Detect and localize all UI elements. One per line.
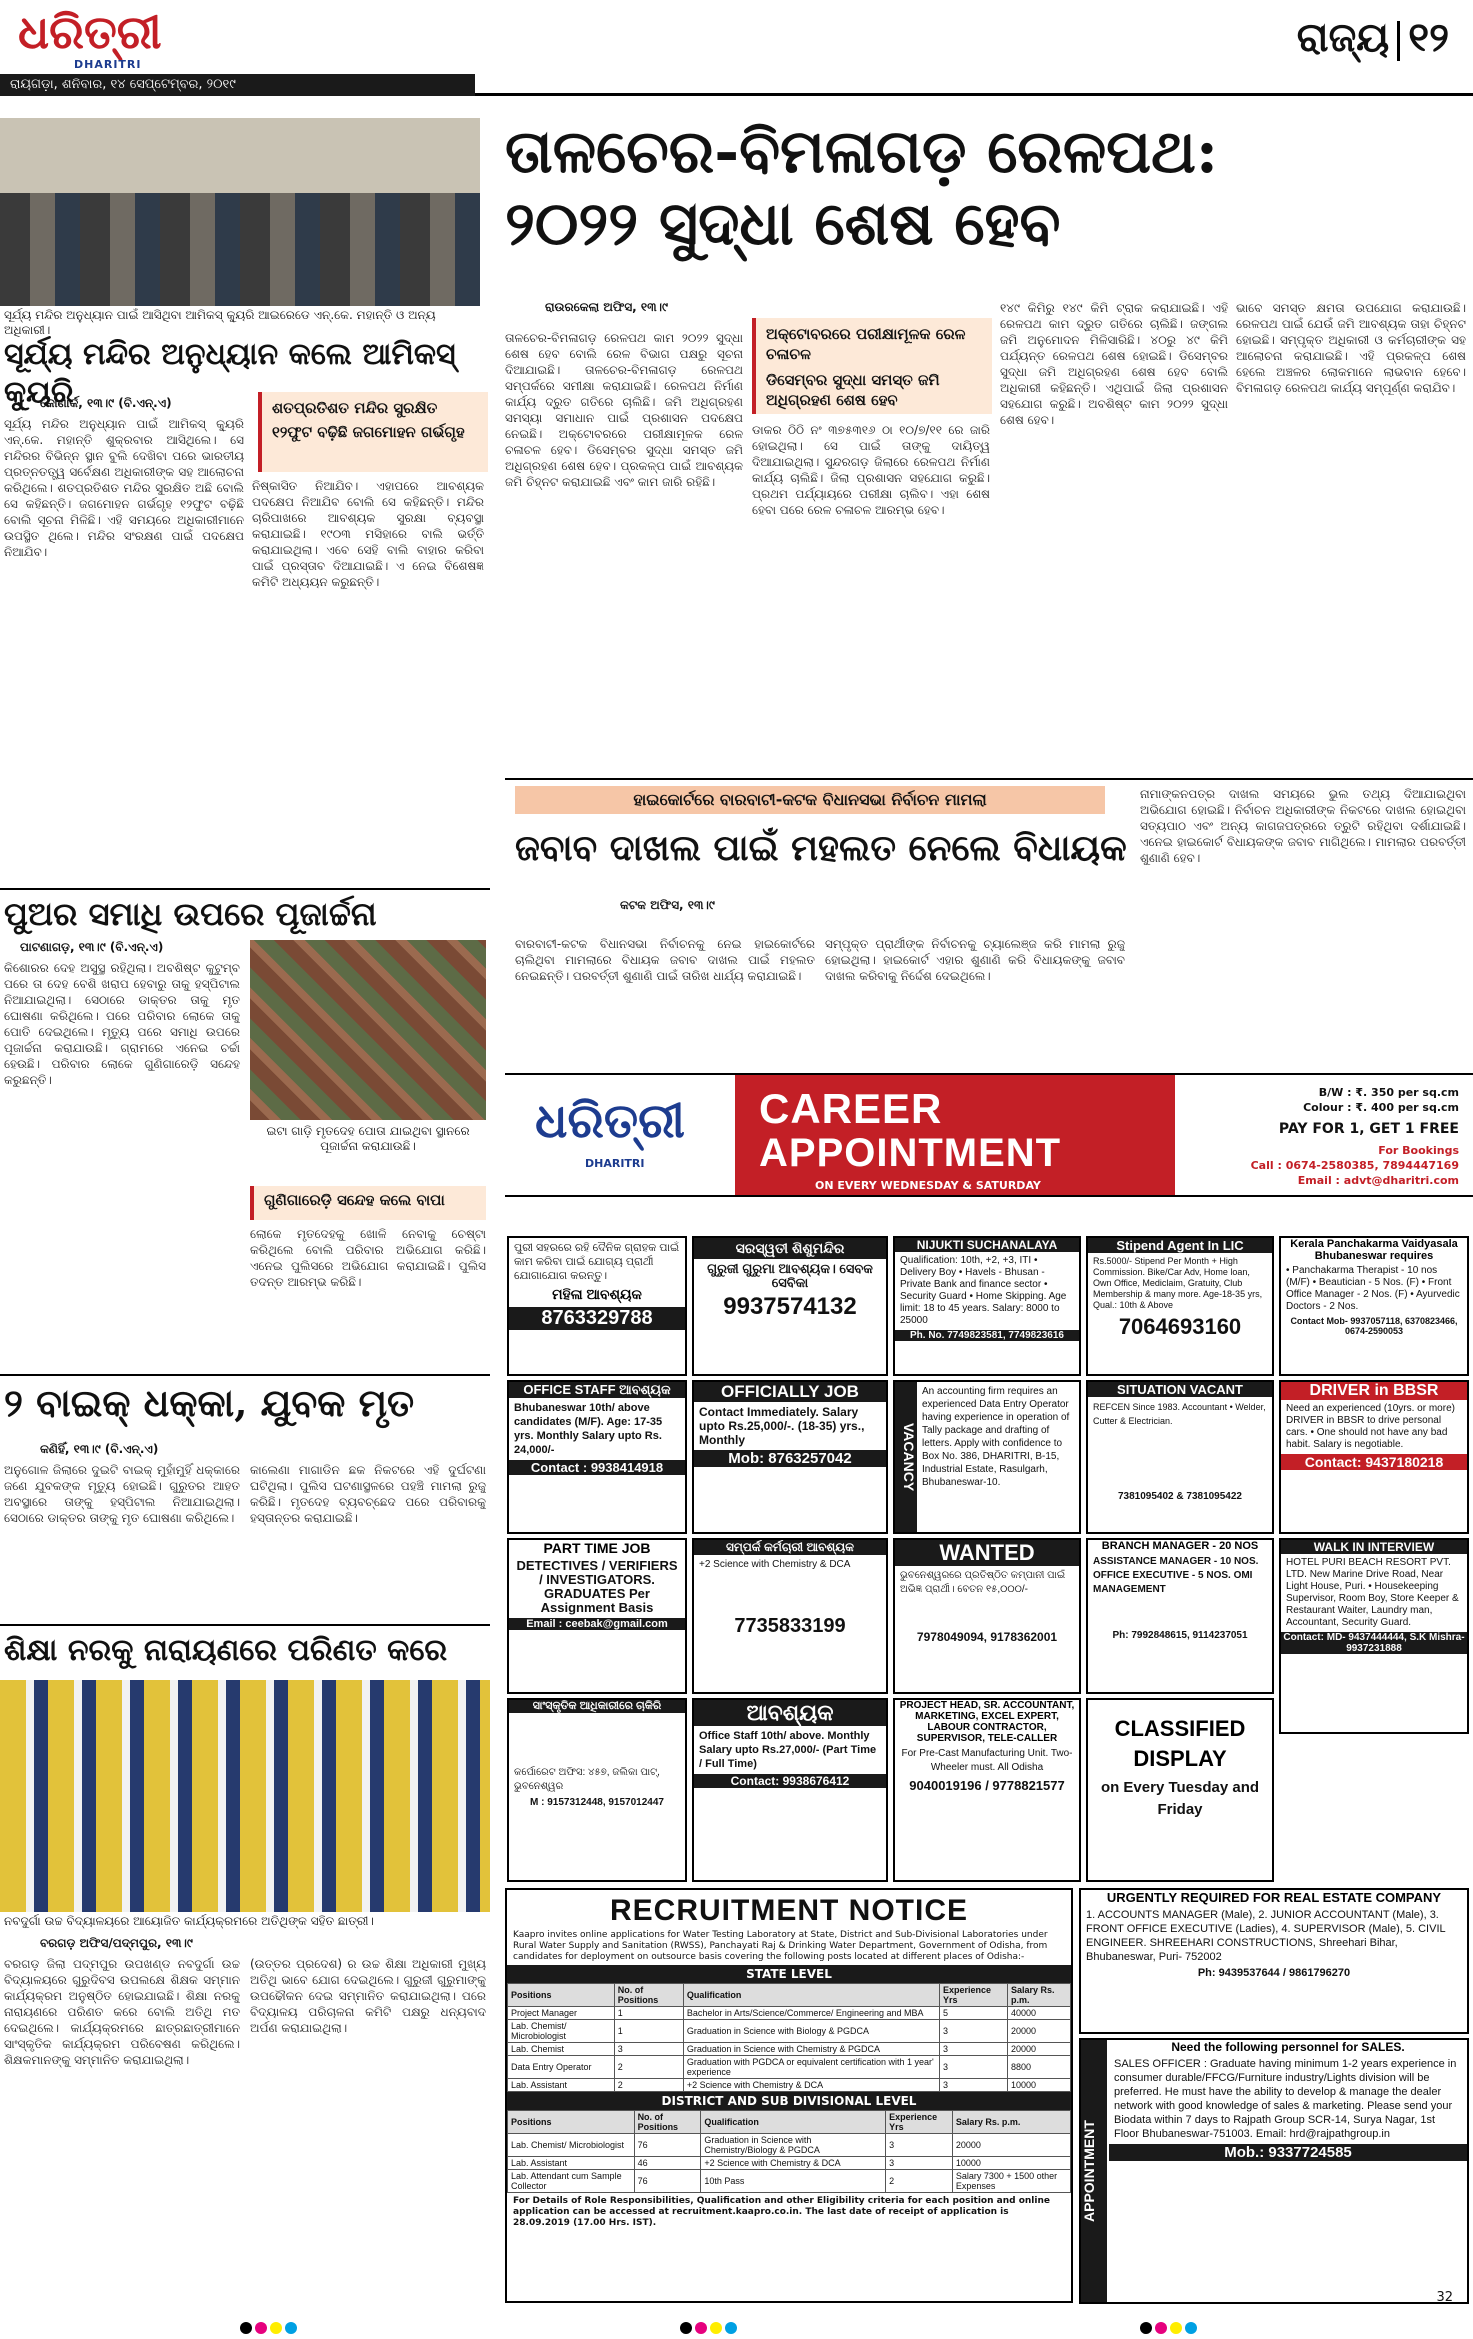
table-cell: Data Entry Operator [508,2056,615,2079]
education-photo-caption: ନବଦୁର୍ଗା ଉଚ୍ଚ ବିଦ୍ୟାଳୟରେ ଆୟୋଜିତ କାର୍ଯ୍ୟକ୍ରମରେ ଅତିଥିଙ୍କ ସହିତ ଛାତ୍ରୀ। [4,1914,374,1928]
ad-body: +2 Science with Chemistry & DCA [699,1559,851,1570]
lead-body-col1: ତାଳଚେର-ବିମଳାଗଡ଼ ରେଳପଥ କାମ ୨୦୨୨ ସୁଦ୍ଧା ଶେଷ ହେବ ବୋଲି ରେଳ ବିଭାଗ ପକ୍ଷରୁ ସୂଚନା ଦିଆଯାଇଛି। ତାଳଚେର-ବିମଳାଗଡ଼ ରେଳପଥ ସମ୍ପର୍କରେ ସମୀକ୍ଷା କରାଯାଇଛି। ରେଳପଥ ନିର୍ମାଣ କାର୍ଯ୍ୟ ଦ୍ରୁତ ଗତିରେ ଚାଲିଛି। ଜମି ଅଧିଗ୍ରହଣ ସମସ୍ୟା ସମାଧାନ ପାଇଁ ପ୍ରଶାସନ ପଦକ୍ଷେପ ନେଇଛି। ଅକ୍ଟୋବରରେ ପରୀକ୍ଷାମୂଳକ ରେଳ ଚଳାଚଳ ହେବ। ଡିସେମ୍ବର ସୁଦ୍ଧା ସମସ୍ତ ଜମି ଅଧିଗ୍ରହଣ ଶେଷ ହେବ। ପ୍ରକଳ୍ପ ପାଇଁ ଆବଶ୍ୟକ ଜମି ଚିହ୍ନଟ କରାଯାଇଛି ଏବଂ କାମ ଜାରି ରହିଛି। [505,331,743,489]
samadhi-dateline: ପାଟଣାଗଡ଼, ୧୩।୯ (ବି.ଏନ୍.ଏ) [20,940,164,954]
ad-body: Qualification: 10th, +2, +3, ITI • Delivery Boy • Havels - Bhusan - Private Bank and finance sector • Security Guard • Home Skipping. Age limit: 18 to 45 years. Salary: 8000 to 25000 [900,1255,1067,1326]
table-header-cell: No. of Positions [614,1984,683,2007]
table-cell: 3 [886,2157,953,2170]
ad-body: REFCEN Since 1983. Accountant • Welder, Cutter & Electrician. [1093,1402,1266,1426]
ad-nijukti [893,1236,1081,1376]
ad-phone: Email : ceebak@gmail.com [509,1618,685,1630]
lead-body-col3: ୧୪୯ କିମିରୁ ୧୪୯ କିମି ଟ୍ରାକ କରାଯାଇଛି। ଏହି ରେଳପଥ କାମ ଦ୍ରୁତ ଗତିରେ ଚାଲିଛି। ଜଙ୍ଗଲ ଜମି ଅନୁମୋଦନ ମିଳିସାରିଛି। ୪୦ରୁ ୪୯ କିମି ପର୍ଯ୍ୟନ୍ତ ରେଳପଥ ଶେଷ ହୋଇଛି। ଡିସେମ୍ବର ସୁଦ୍ଧା ଜମି ଅଧିଗ୍ରହଣ ଶେଷ ହେବ ବୋଲି ଅଧିକାରୀ କହିଛନ୍ତି। ଏଥିପାଇଁ ଜିଲା ପ୍ରଶାସନ ସହଯୋଗ କରୁଛି। ଅବଶିଷ୍ଟ କାମ ୨୦୨୨ ସୁଦ୍ଧା ଶେଷ ହେବ। [1000,301,1228,427]
career-booking-email: Email : advt@dharitri.com [1297,1174,1459,1187]
hc-body-col2: ସମ୍ପୃକ୍ତ ପ୍ରାର୍ଥୀଙ୍କ ନିର୍ବାଚନକୁ ଚ୍ୟାଲେଞ୍ଜ କରି ମାମଲା ରୁଜୁ ହୋଇଥିଲା। ହାଇକୋର୍ଟ ଏହାର ଶୁଣାଣି କରି ବିଧାୟକଙ୍କୁ ଜବାବ ଦାଖଲ କରିବାକୁ ନିର୍ଦ୍ଦେଶ ଦେଇଥିଲେ। [825,937,1125,983]
table-cell: Graduation in Science with Biology & PGDCA [683,2020,939,2043]
table-cell: 1 [614,2007,683,2020]
ad-title: ସାଂସ୍କୃତିକ ଆଧିକାରୀରେ ଚାକିରି [509,1700,685,1713]
table-header-cell: Qualification [701,2111,886,2134]
career-tagline: ON EVERY WEDNESDAY & SATURDAY [815,1179,1041,1192]
table-cell: Project Manager [508,2007,615,2020]
ad-omi [1086,1538,1274,1694]
table-header-cell: Experience Yrs [886,2111,953,2134]
table-cell: Lab. Chemist/ Microbiologist [508,2020,615,2043]
masthead [0,0,1473,96]
district-level-rows [508,2134,1071,2193]
ad-real-estate [1079,1888,1469,2034]
recruitment-intro: Kaapro invites online applications for Water Testing Laboratory at State, District and Sub-Divisional Laboratories under Rural Water Supply and Sanitation (RWSS), Panchayati Raj & Drinking Water Department, Government of Odisha, from candidates for deployment on outsource basis covering the following posts located at different places of Odisha:- [513,1930,1048,1962]
table-cell: +2 Science with Chemistry & DCA [701,2157,886,2170]
career-title-1: CAREER [759,1085,943,1132]
ad-phone: 9040019196 / 9778821577 [909,1778,1065,1793]
ad-sanskrutika [507,1698,687,1882]
samadhi-subhead-box [250,1186,486,1220]
ad-phone: M : 9157312448, 9157012447 [529,1797,664,1808]
state-level-rows [508,2007,1071,2092]
ad-side-label: APPOINTMENT [1081,2040,1107,2302]
sun-temple-highlight-1: ଶତପ୍ରତିଶତ ମନ୍ଦିର ସୁରକ୍ଷିତ [272,399,438,417]
page-number: 32 [1436,2290,1453,2305]
table-cell: 2 [614,2056,683,2079]
lead-headline-line2: ୨୦୨୨ ସୁଦ୍ଧା ଶେଷ ହେବ [505,189,1061,259]
table-cell: Lab. Assistant [508,2157,635,2170]
section-page-number: ୧୨ [1408,14,1449,61]
lead-headline [505,116,1465,260]
education-body-col1: ବରଗଡ଼ ଜିଲା ପଦ୍ମପୁର ଉପଖଣ୍ଡ ନବଦୁର୍ଗା ଉଚ୍ଚ ବିଦ୍ୟାଳୟରେ ଗୁରୁଦିବସ ଉପଲକ୍ଷେ ଶିକ୍ଷକ ସମ୍ମାନ କାର୍ଯ୍ୟକ୍ରମ ଅନୁଷ୍ଠିତ ହୋଇଯାଇଛି। ଶିକ୍ଷା ନରକୁ ନାରାୟଣରେ ପରିଣତ କରେ ବୋଲି ଅତିଥି ମତ ଦେଇଥିଲେ। କାର୍ଯ୍ୟକ୍ରମରେ ଛାତ୍ରଛାତ୍ରୀମାନେ ସାଂସ୍କୃତିକ କାର୍ଯ୍ୟକ୍ରମ ପରିବେଷଣ କରିଥିଲେ। ଶିକ୍ଷକମାନଙ୍କୁ ସମ୍ମାନିତ କରାଯାଇଥିଲା। [4,1957,240,2067]
hc-headline: ଜବାବ ଦାଖଲ ପାଇଁ ମହଲତ ନେଲେ ବିଧାୟକ [515,827,1127,869]
ad-kerala [1279,1236,1469,1376]
table-cell: Lab. Assistant [508,2079,615,2092]
ad-phone: 7381095402 & 7381095422 [1117,1491,1242,1502]
table-cell: 40000 [1008,2007,1071,2020]
table-cell: 3 [886,2134,953,2157]
table-header-cell: Salary Rs. p.m. [952,2111,1070,2134]
table-header-cell: Qualification [683,1984,939,2007]
print-footer [0,2313,1473,2339]
ad-title: ଆବଶ୍ୟକ [694,1700,886,1726]
state-level-table [507,1983,1071,2092]
table-cell: 3 [614,2043,683,2056]
samadhi-body-col1: କିଶୋରର ଦେହ ଅସୁସ୍ଥ ରହିଥିଲା। ଅବଶିଷ୍ଟ କୁଟୁମ୍ବ ପରେ ତା ଦେହ ବେଶି ଖରାପ ହେବାରୁ ତାକୁ ହସ୍ପିଟାଲ ନିଆଯାଇଥିଲା। ସେଠାରେ ଡାକ୍ତର ତାକୁ ମୃତ ଘୋଷଣା କରିଥିଲେ। ପରେ ପରିବାର ଲୋକେ ତାକୁ ପୋତି ଦେଇଥିଲେ। ମୃତ୍ୟୁ ପରେ ସମାଧି ଉପରେ ପୂଜାର୍ଚ୍ଚନା କରାଯାଉଛି। ଗ୍ରାମରେ ଏନେଇ ଚର୍ଚ୍ଚା ହେଉଛି। ପରିବାର ଲୋକେ ଗୁଣିଗାରେଡ଼ି ସନ୍ଦେହ କରୁଛନ୍ତି। [4,961,240,1087]
table-cell: 20000 [1008,2020,1071,2043]
table-header-cell: Experience Yrs [939,1984,1007,2007]
sun-temple-dateline: କୋଣାର୍କ, ୧୩।୯ (ବି.ଏନ୍.ଏ) [40,396,172,410]
career-appointment-banner [505,1073,1473,1197]
samadhi-photo [250,940,486,1120]
ad-body: An accounting firm requires an experienced Data Entry Operator having experience in operation of Tally package and drafting of letters. Apply with confidence to Box No. 386, DHARITRI, B-15, Industrial Estate, Rasulgarh, Bhubaneswar-10. [922,1386,1070,1488]
table-header-cell: Positions [508,1984,615,2007]
table-cell: +2 Science with Chemistry & DCA [683,2079,939,2092]
bike-headline: ୨ ବାଇକ୍ ଧକ୍କା, ଯୁବକ ମୃତ [4,1380,415,1425]
table-cell: Graduation with PGDCA or equivalent certification with 1 year' experience [683,2056,939,2079]
table-cell: Lab. Chemist [508,2043,615,2056]
ad-saraswati [692,1236,888,1376]
ad-title: ସମ୍ପର୍କ କର୍ମଚାରୀ ଆବଶ୍ୟକ [694,1540,886,1555]
career-title-band [735,1075,1175,1195]
ad-phone: 7978049094, 9178362001 [916,1630,1058,1644]
ad-body: SALES OFFICER : Graduate having minimum 1-2 years experience in consumer durable/FFCG/Furniture industry/Lights division will be preferred. He must have the ability to develop & manage the dealer network with good knowledge of sales & marketing. Please send your Biodata within 7 days to Rajpath Group SCR-14, Surya Nagar, 1st Floor Bhubaneswar-751003. Email: hrd@rajpathgroup.in [1114,2058,1457,2140]
hc-body-col3: ନାମାଙ୍କନପତ୍ର ଦାଖଲ ସମୟରେ ଭୁଲ ତଥ୍ୟ ଦିଆଯାଇଥିବା ଅଭିଯୋଗ ହୋଇଛି। ନିର୍ବାଚନ ଅଧିକାରୀଙ୍କ ନିକଟରେ ଦାଖଲ ହୋଇଥିବା ସତ୍ୟପାଠ ଏବଂ ଅନ୍ୟ କାଗଜପତ୍ରରେ ତ୍ରୁଟି ରହିଥିବା ଦର୍ଶାଯାଇଛି। ଏନେଇ ହାଇକୋର୍ଟ ବିଧାୟକଙ୍କ ଜବାବ ମାଗିଥିଲେ। ମାମଲାର ପରବର୍ତ୍ତୀ ଶୁଣାଣି ହେବ। [1140,787,1466,865]
registration-marks [240,2319,310,2331]
ad-wanted [893,1538,1081,1694]
ad-title: SITUATION VACANT [1088,1382,1272,1397]
samadhi-body-col2: ଲୋକେ ମୃତଦେହକୁ ଖୋଳି ନେବାକୁ ଚେଷ୍ଟା କରିଥିଲେ ବୋଲି ପରିବାର ଅଭିଯୋଗ କରିଛି। ଏନେଇ ପୁଲିସରେ ଅଭିଯୋଗ କରାଯାଇଛି। ପୁଲିସ ତଦନ୍ତ ଆରମ୍ଭ କରିଛି। [250,1227,486,1289]
sun-temple-highlight-2: ୧୨ଫୁଟ ବଢ଼ିଛି ଜଗମୋହନ ଗର୍ଭଗୃହ [272,423,465,441]
education-body-col2: (ଉତ୍ତର ପ୍ରଦେଶ) ର ଉଚ୍ଚ ଶିକ୍ଷା ଅଧିକାରୀ ମୁଖ୍ୟ ଅତିଥି ଭାବେ ଯୋଗ ଦେଇଥିଲେ। ଗୁରୁଜୀ ଗୁରୁମାଙ୍କୁ ଉପଢୌକନ ଦେଇ ସମ୍ମାନିତ କରାଯାଇଥିଲା। ପରେ ବିଦ୍ୟାଳୟ ପରିଚାଳନା କମିଟି ପକ୍ଷରୁ ଧନ୍ୟବାଦ ଅର୍ପଣ କରାଯାଇଥିଲା। [250,1957,486,2035]
ad-phone: Contact : 9938414918 [509,1460,685,1475]
section-tag [1297,14,1449,61]
sun-temple-body-col2: ନିଷ୍କାସିତ ନିଆଯିବ। ଏହାପରେ ଆବଶ୍ୟକ ପଦକ୍ଷେପ ନିଆଯିବ ବୋଲି ସେ କହିଛନ୍ତି। ମନ୍ଦିର ଚାରିପାଖରେ ଆବଶ୍ୟକ ସୁରକ୍ଷା ବ୍ୟବସ୍ଥା କରାଯାଇଛି। ୧୯୦୩ ମସିହାରେ ବାଲି ଭର୍ତ୍ତି କରାଯାଇଥିଲା। ଏବେ ସେହି ବାଲି ବାହାର କରିବା ପାଇଁ ପ୍ରସ୍ତାବ ଦିଆଯାଇଛି। ଏ ନେଇ ବିଶେଷଜ୍ଞ କମିଟି ଅଧ୍ୟୟନ କରୁଛନ୍ତି। [252,479,484,589]
sun-temple-photo-caption: ସୂର୍ଯ୍ୟ ମନ୍ଦିର ଅନୁଧ୍ୟାନ ପାଇଁ ଆସିଥିବା ଆମିକସ୍ କ୍ୟୁରି ଆଇରେଡେ ଏନ୍.କେ. ମହାନ୍ତି ଓ ଅନ୍ୟ ଅଧିକାରୀ। [4,308,436,337]
table-cell: 20000 [952,2134,1070,2157]
sun-temple-photo [0,118,480,306]
divider [0,1374,490,1376]
table-row [508,2170,1071,2193]
ad-title: Need the following personnel for SALES. [1109,2040,1467,2054]
district-level-table [507,2110,1071,2193]
ad-phone: Ph: 9439537644 / 9861796270 [1197,1967,1351,1979]
ad-title: VACANCY [895,1382,917,1532]
ad-phone: 9937574132 [723,1293,857,1320]
hc-dateline: କଟକ ଅଫିସ, ୧୩।୯ [620,898,715,912]
recruitment-notice [505,1888,1073,2303]
lead-highlight-1: ଅକ୍ଟୋବରରେ ପରୀକ୍ଷାମୂଳକ ରେଳ ଚଳାଚଳ [766,325,966,363]
ad-title: PART TIME JOB [509,1540,685,1556]
ad-body: DETECTIVES / VERIFIERS / INVESTIGATORS. GRADUATES Per Assignment Basis [516,1558,678,1615]
table-cell: Lab. Chemist/ Microbiologist [508,2134,635,2157]
ad-title: ମହିଳା ଆବଶ୍ୟକ [509,1286,685,1303]
ad-title: ସରସ୍ୱତୀ ଶିଶୁମନ୍ଦିର [694,1238,886,1259]
ad-project-head [893,1698,1081,1882]
recruitment-footer: For Details of Role Responsibilities, Qualification and other Eligibility criteria for each position and online application can be accessed at recruitment.kaapro.co.in. The last date of receipt of application is 28.09.2019 (17.00 Hrs. IST). [513,2196,1050,2228]
lead-headline-line1: ତାଳଚେର-ବିମଳାଗଡ଼ ରେଳପଥ: [505,117,1219,187]
table-row [508,2043,1071,2056]
ad-phone: Mob.: 9337724585 [1109,2144,1467,2161]
samadhi-subhead: ଗୁଣିଗାରେଡ଼ି ସନ୍ଦେହ କଲେ ବାପା [264,1191,445,1209]
ad-body: Office Staff 10th/ above. Monthly Salary upto Rs.27,000/- (Part Time / Full Time) [699,1730,877,1770]
ad-title: OFFICIALLY JOB [694,1382,886,1402]
sun-temple-headline: ସୂର୍ଯ୍ୟ ମନ୍ଦିର ଅନୁଧ୍ୟାନ କଲେ ଆମିକସ୍ କ୍ୟୁରି [4,337,456,410]
table-header-cell: Positions [508,2111,635,2134]
table-cell: 46 [634,2157,701,2170]
education-photo [0,1680,490,1912]
photo-people [0,193,480,306]
ad-part-time-job [507,1538,687,1694]
ad-title: WALK IN INTERVIEW [1281,1540,1467,1554]
lead-highlight-2: ଡିସେମ୍ବର ସୁଦ୍ଧା ସମସ୍ତ ଜମି ଅଧିଗ୍ରହଣ ଶେଷ ହେବ [766,371,940,409]
lead-dateline: ରାଉରକେଲା ଅଫିସ, ୧୩।୯ [545,300,668,314]
table-cell: 8800 [1008,2056,1071,2079]
ad-phone: Mob: 8763257042 [694,1450,886,1467]
photo-background [0,118,480,203]
ad-phone: Ph. No. 7749823581, 7749823616 [895,1330,1079,1341]
ad-situation-vacant [1086,1380,1274,1534]
ad-title: CLASSIFIED DISPLAY [1088,1700,1272,1774]
table-header-row [508,2111,1071,2134]
table-cell: 5 [939,2007,1007,2020]
career-booking [1251,1143,1459,1188]
ad-abashyak [692,1698,888,1882]
ad-title: URGENTLY REQUIRED FOR REAL ESTATE COMPANY [1081,1890,1467,1905]
table-cell: Lab. Attendant cum Sample Collector [508,2170,635,2193]
bike-body-col2: କାଲେଣା ମାଗାଡିନ ଛକ ନିକଟରେ ଏହି ଦୁର୍ଘଟଣା ଘଟିଥିଲା। ପୁଲିସ ଘଟଣାସ୍ଥଳରେ ପହଞ୍ଚି ମାମଲା ରୁଜୁ କରିଛି। ମୃତଦେହ ବ୍ୟବଚ୍ଛେଦ ପରେ ପରିବାରକୁ ହସ୍ତାନ୍ତର କରାଯାଇଛି। [250,1463,486,1525]
table-cell: 10000 [1008,2079,1071,2092]
ad-title: BRANCH MANAGER - 20 NOS [1088,1540,1272,1552]
samadhi-photo-caption: ଇଟା ଗାଡ଼ି ମୃତଦେହ ପୋତା ଯାଇଥିବା ସ୍ଥାନରେ ପୂଜାର୍ଚ୍ଚନା କରାଯାଉଛି। [266,1124,470,1153]
bike-dateline: କଣିହିଁ, ୧୩।୯ (ବି.ଏନ୍.ଏ) [40,1442,159,1456]
ad-office-staff [507,1380,687,1534]
ad-body: ପୁରୀ ସହରରେ ରହି ଦୈନିକ ଗ୍ରାହକ ପାଇଁ କାମ କରିବା ପାଇଁ ଯୋଗ୍ୟ ପ୍ରାର୍ଥୀ ଯୋଗାଯୋଗ କରନ୍ତୁ। [514,1242,680,1282]
table-cell: 2 [614,2079,683,2092]
ad-body: on Every Tuesday and Friday [1100,1779,1260,1818]
ad-title: NIJUKTI SUCHANALAYA [895,1238,1079,1252]
ad-phone: Ph: 7992848615, 9114237051 [1112,1630,1248,1641]
table-header-cell: Salary Rs. p.m. [1008,1984,1071,2007]
education-dateline: ବରଗଡ଼ ଅଫିସ/ପଦ୍ମପୁର, ୧୩।୯ [40,1936,193,1950]
table-row [508,2079,1071,2092]
table-row [508,2020,1071,2043]
ad-body: HOTEL PURI BEACH RESORT PVT. LTD. New Marine Drive Road, Near Light House, Puri. • Housekeeping Supervisor, Room Boy, Store Keeper & Restaurant Waiter, Laundry man, Accountant, Security Guard. [1286,1557,1459,1628]
ad-body: 1. ACCOUNTS MANAGER (Male), 2. JUNIOR ACCOUNTANT (Male), 3. FRONT OFFICE EXECUTIVE (Ladies), 4. SUPERVISOR (Male), 5. CIVIL ENGINEER. SHREEHARI CONSTRUCTIONS, Shreehari Bihar, Bhubaneswar, Puri- 752002 [1086,1909,1446,1963]
ad-body: Need an experienced (10yrs. or more) DRIVER in BBSR to drive personal cars. • One should not have any bad habit. Salary is negotiable. [1286,1403,1455,1450]
ad-phone: Contact: 9938676412 [694,1774,886,1788]
ad-title: DRIVER in BBSR [1281,1382,1467,1400]
table-cell: 76 [634,2134,701,2157]
district-level-label: DISTRICT AND SUB DIVISIONAL LEVEL [507,2092,1071,2110]
career-rate-colour: Colour : ₹. 400 per sq.cm [1303,1101,1459,1114]
ad-phone: Contact Mob- 9937057118, 6370823466, 0674-2590053 [1290,1316,1458,1336]
section-separator [1397,21,1400,61]
ad-classified-display [1086,1698,1274,1882]
section-name: ରାଜ୍ୟ [1296,14,1390,61]
issue-dateline: ରାୟଗଡ଼ା, ଶନିବାର, ୧୪ ସେପ୍ଟେମ୍ବର, ୨୦୧୯ [0,74,475,96]
table-cell: 76 [634,2170,701,2193]
table-cell: 10000 [952,2157,1070,2170]
career-booking-label: For Bookings [1378,1144,1459,1157]
ad-phone: Contact: MD- 9437444444, S.K Mishra- 9937231888 [1281,1632,1467,1654]
ad-title: Kerala Panchakarma Vaidyasala Bhubaneswar requires [1281,1238,1467,1262]
career-offer: PAY FOR 1, GET 1 FREE [1278,1121,1459,1137]
lead-body-col4: ଭାବେ ସମସ୍ତ କ୍ଷମତା ଉପଯୋଗ କରାଯାଉଛି। ରେଳପଥ ପାଇଁ ଯେଉଁ ଜମି ଆବଶ୍ୟକ ତାହା ଚିହ୍ନଟ ହୋଇଛି। ସମ୍ପୃକ୍ତ ଅଧିକାରୀ ଓ କର୍ମଚାରୀଙ୍କ ସହ ଆଲୋଚନା କରାଯାଇଛି। ଏହି ପ୍ରକଳ୍ପ ଶେଷ ହେଲେ ଅଞ୍ଚଳର ଲୋକମାନେ ଲାଭବାନ ହେବେ। ବିମଳାଗଡ଼ ରେଳପଥ କାର୍ଯ୍ୟ ସମ୍ପୂର୍ଣ୍ଣ କରାଯିବ। [1236,301,1466,395]
ad-body: Bhubaneswar 10th/ above candidates (M/F). Age: 17-35 yrs. Monthly Salary upto Rs. 24,000/- [514,1402,663,1456]
ad-body: For Pre-Cast Manufacturing Unit. Two-Wheeler must. All Odisha [901,1748,1073,1773]
table-cell: 10th Pass [701,2170,886,2193]
samadhi-headline: ପୁଅର ସମାଧି ଉପରେ ପୂଜାର୍ଚ୍ଚନା [4,895,377,933]
ad-body: ASSISTANCE MANAGER - 10 NOS. OFFICE EXECUTIVE - 5 NOS. OMI MANAGEMENT [1093,1556,1259,1595]
education-headline: ଶିକ୍ଷା ନରକୁ ନାରାୟଣରେ ପରିଣତ କରେ [4,1633,448,1668]
table-cell: 3 [939,2056,1007,2079]
hc-kicker: ହାଇକୋର୍ଟରେ ବାରବାଟୀ-କଟକ ବିଧାନସଭା ନିର୍ବାଚନ ମାମଲା [515,786,1105,814]
table-header-row [508,1984,1071,2007]
table-row [508,2157,1071,2170]
ad-phone: 7064693160 [1118,1314,1242,1339]
divider [505,778,1473,780]
ad-title: WANTED [895,1540,1079,1566]
ad-lic [1086,1236,1274,1376]
registration-marks [1140,2319,1210,2331]
state-level-label: STATE LEVEL [507,1965,1071,1983]
divider [0,1624,490,1626]
ad-body: Rs.5000/- Stipend Per Month + High Commission. Bike/Car Adv, Home loan, Own Office, Mediclaim, Gratuity, Club Membership & many more. Age-18-35 yrs, Qual.: 10th & Above [1093,1256,1263,1310]
ad-officially-job [692,1380,888,1534]
ad-body: ଗୁରୁଜୀ ଗୁରୁମା ଆବଶ୍ୟକ। ସେବକ ସେବିକା [707,1261,873,1290]
divider [0,888,490,890]
ad-body: କର୍ପୋରେଟ ଅଫିସ: ୪୫୭, ଜଲିକା ପାଟ୍‌, ଭୁବନେଶ୍ୱର [514,1767,660,1792]
newspaper-logo: ଧରିତ୍ରୀ [18,5,162,59]
recruitment-title: RECRUITMENT NOTICE [507,1890,1071,1928]
table-cell: 3 [939,2079,1007,2092]
lead-body-col2: ଡାକର ଠିଠି ନଂ ୩୭୫୩୧୬ ଠା ୧୦/୭/୧୧ ରେ ଜାରି ହୋଇଥିଲା। ସେ ପାଇଁ ତାଙ୍କୁ ଦାୟିତ୍ୱ ଦିଆଯାଇଥିଲା। ସୁନ୍ଦରଗଡ଼ ଜିଲାରେ ରେଳପଥ ନିର୍ମାଣ କାର୍ଯ୍ୟ ଚାଲିଛି। ଜିଲା ପ୍ରଶାସନ ସହଯୋଗ କରୁଛି। ପ୍ରଥମ ପର୍ଯ୍ୟାୟରେ ପରୀକ୍ଷା ଚାଲିବ। ଏହା ଶେଷ ହେବା ପରେ ରେଳ ଚଳାଚଳ ଆରମ୍ଭ ହେବ। [752,423,990,517]
ad-mahila [507,1236,687,1376]
ad-title: OFFICE STAFF ଆବଶ୍ୟକ [509,1382,685,1398]
ad-phone: Contact: 9437180218 [1281,1454,1467,1470]
ad-sampark [692,1538,888,1694]
ad-body: • Panchakarma Therapist - 10 nos (M/F) • Beautician - 5 Nos. (F) • Front Office Manager - 2 Nos. (F) • Ayurvedic Doctors - 2 Nos. [1286,1265,1460,1312]
ad-driver [1279,1380,1469,1534]
table-row [508,2056,1071,2079]
table-cell: 2 [886,2170,953,2193]
sun-temple-highlights [258,392,488,472]
table-cell: 3 [939,2043,1007,2056]
sun-temple-body-col1: ସୂର୍ଯ୍ୟ ମନ୍ଦିର ଅନୁଧ୍ୟାନ ପାଇଁ ଆମିକସ୍ କ୍ୟୁରି ଏନ୍.କେ. ମହାନ୍ତି ଶୁକ୍ରବାର ଆସିଥିଲେ। ସେ ମନ୍ଦିରର ବିଭିନ୍ନ ସ୍ଥାନ ବୁଲି ଦେଖିବା ପରେ ଭାରତୀୟ ପ୍ରତ୍ନତତ୍ତ୍ୱ ସର୍ବେକ୍ଷଣ ଅଧିକାରୀଙ୍କ ସହ ଆଲୋଚନା କରିଥିଲେ। ଶତପ୍ରତିଶତ ମନ୍ଦିର ସୁରକ୍ଷିତ ଅଛି ବୋଲି ସେ କହିଛନ୍ତି। ଜଗମୋହନ ଗର୍ଭଗୃହ ୧୨ଫୁଟ ବଢ଼ିଛି ବୋଲି ସୂଚନା ମିଳିଛି। ଏହି ସମୟରେ ଅଧିକାରୀମାନେ ଉପସ୍ଥିତ ଥିଲେ। ମନ୍ଦିର ସଂରକ୍ଷଣ ପାଇଁ ପଦକ୍ଷେପ ନିଆଯିବ। [4,417,244,559]
ad-body: Contact Immediately. Salary upto Rs.25,000/-. (18-35) yrs., Monthly [699,1405,865,1447]
career-rates [1303,1085,1459,1115]
career-logo: ଧରିତ୍ରୀ [535,1093,685,1149]
career-rate-bw: B/W : ₹. 350 per sq.cm [1318,1086,1459,1099]
newspaper-logo-sub: DHARITRI [74,58,142,71]
career-logo-sub: DHARITRI [585,1157,645,1170]
table-cell: 1 [614,2020,683,2043]
career-booking-call: Call : 0674-2580385, 7894447169 [1250,1159,1459,1172]
table-cell: 20000 [1008,2043,1071,2056]
ad-phone: 8763329788 [509,1307,685,1330]
table-cell: Salary 7300 + 1500 other Expenses [952,2170,1070,2193]
hc-body-col1: ବାରବାଟୀ-କଟକ ବିଧାନସଭା ନିର୍ବାଚନକୁ ନେଇ ହାଇକୋର୍ଟରେ ଚାଲିଥିବା ମାମଲାରେ ବିଧାୟକ ଜବାବ ଦାଖଲ ପାଇଁ ମହଲତ ନେଇଛନ୍ତି। ପରବର୍ତ୍ତୀ ଶୁଣାଣି ପାଇଁ ତାରିଖ ଧାର୍ଯ୍ୟ କରାଯାଇଛି। [515,937,815,983]
table-header-cell: No. of Positions [634,2111,701,2134]
ad-title: PROJECT HEAD, SR. ACCOUNTANT, MARKETING, EXCEL EXPERT, LABOUR CONTRACTOR, SUPERVISOR, TELE-CALLER [895,1700,1079,1744]
ad-body: ଭୁବନେଶ୍ୱରରେ ପ୍ରତିଷ୍ଠିତ କମ୍ପାନୀ ପାଇଁ ଅଭିଜ୍ଞ ପ୍ରାର୍ଥୀ। ବେତନ ୧୫,୦୦୦/- [900,1570,1066,1595]
ad-phone: 7735833199 [734,1615,846,1637]
lead-highlights [752,318,992,414]
ad-vacancy-accounting [893,1380,1081,1534]
table-cell: 3 [939,2020,1007,2043]
table-row [508,2134,1071,2157]
table-row [508,2007,1071,2020]
table-cell: Graduation in Science with Chemistry & PGDCA [683,2043,939,2056]
table-cell: Bachelor in Arts/Science/Commerce/ Engineering and MBA [683,2007,939,2020]
career-title-2: APPOINTMENT [759,1131,1062,1175]
bike-body-col1: ଅନୁଗୋଳ ଜିଲାରେ ଦୁଇଟି ବାଇକ୍ ମୁହାଁମୁହିଁ ଧକ୍କାରେ ଜଣେ ଯୁବକଙ୍କ ମୃତ୍ୟୁ ହୋଇଛି। ଗୁରୁତର ଆହତ ଅବସ୍ଥାରେ ତାଙ୍କୁ ହସ୍ପିଟାଲ ନିଆଯାଇଥିଲା। ସେଠାରେ ଡାକ୍ତର ତାଙ୍କୁ ମୃତ ଘୋଷଣା କରିଥିଲେ। [4,1463,240,1525]
ad-title: Stipend Agent In LIC [1088,1238,1272,1253]
registration-marks [680,2319,750,2331]
table-cell: Graduation in Science with Chemistry/Biology & PGDCA [701,2134,886,2157]
ad-sales-officer [1079,2038,1469,2304]
ad-walk-in [1279,1538,1469,1734]
